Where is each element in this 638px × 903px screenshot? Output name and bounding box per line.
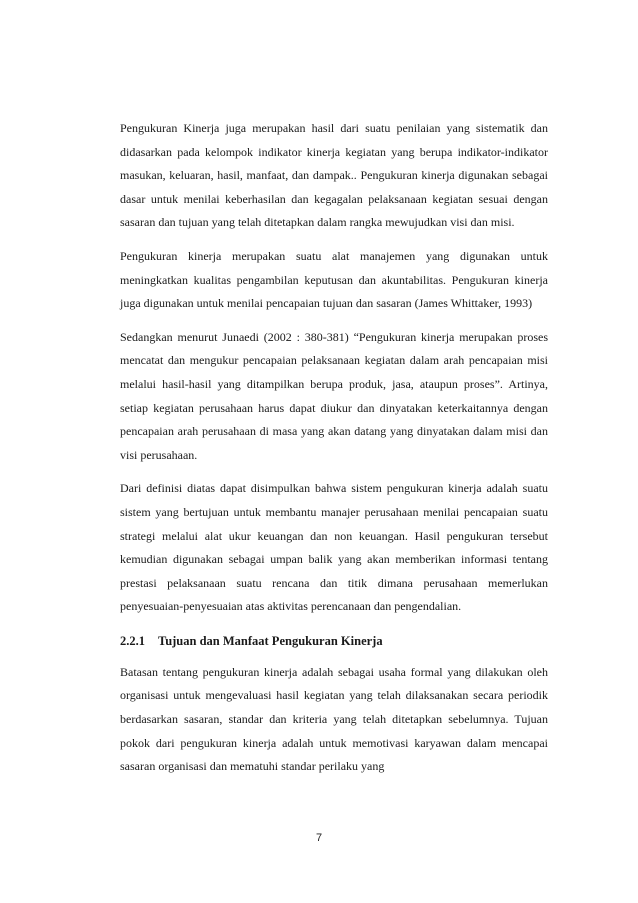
section-paragraph: Batasan tentang pengukuran kinerja adalah sebagai usaha formal yang dilakukan oleh organisasi untuk mengevaluasi hasil kegiatan yang telah dilaksanakan secara periodik berdasarkan sasaran, standar dan kriteria yang telah ditetapkan sebelumnya. Tujuan pokok dari pengukuran kinerja adalah untuk memotivasi karyawan dalam mencapai sasaran organisasi dan mematuhi standar perilaku yang [120,664,548,774]
section-title: Tujuan dan Manfaat Pengukuran Kinerja [158,633,383,648]
section-heading [120,629,548,653]
paragraph-1: Pengukuran Kinerja juga merupakan hasil dari suatu penilaian yang sistematik dan didasarkan pada kelompok indikator kinerja kegiatan yang berupa indikator-indikator masukan, keluaran, hasil, manfaat, dan dampak.. Pengukuran kinerja digunakan sebagai dasar untuk menilai keberhasilan dan kegagalan pelaksanaan kegiatan sesuai dengan sasaran dan tujuan yang telah ditetapkan dalam rangka mewujudkan visi dan misi. [120,121,548,230]
paragraph-3: Sedangkan menurut Junaedi (2002 : 380-381) “Pengukuran kinerja merupakan proses mencatat dan mengukur pencapaian pelaksanaan kegiatan dalam arah pencapaian misi melalui hasil-hasil yang ditampilkan berupa produk, jasa, ataupun proses”. Artinya, setiap kegiatan perusahaan harus dapat diukur dan dinyatakan keterkaitannya dengan pencapaian arah perusahaan di masa yang akan datang yang dinyatakan dalam misi dan visi perusahaan. [120,329,548,462]
paragraph-4: Dari definisi diatas dapat disimpulkan bahwa sistem pengukuran kinerja adalah suatu sistem yang bertujuan untuk membantu manajer perusahaan menilai pencapaian suatu strategi melalui alat ukur keuangan dan non keuangan. Hasil pengukuran tersebut kemudian digunakan sebagai umpan balik yang akan memberikan informasi tentang prestasi pelaksanaan suatu rencana dan titik dimana perusahaan memerlukan penyesuaian-penyesuaian atas aktivitas perencanaan dan pengendalian. [120,481,548,614]
paragraph-2: Pengukuran kinerja merupakan suatu alat manajemen yang digunakan untuk meningkatkan kualitas pengambilan keputusan dan akuntabilitas. Pengukuran kinerja juga digunakan untuk menilai pencapaian tujuan dan sasaran (James Whittaker, 1993) [120,248,548,311]
section-number: 2.2.1 [120,633,145,648]
page-number: 7 [315,832,323,844]
document-page-body [120,117,548,789]
